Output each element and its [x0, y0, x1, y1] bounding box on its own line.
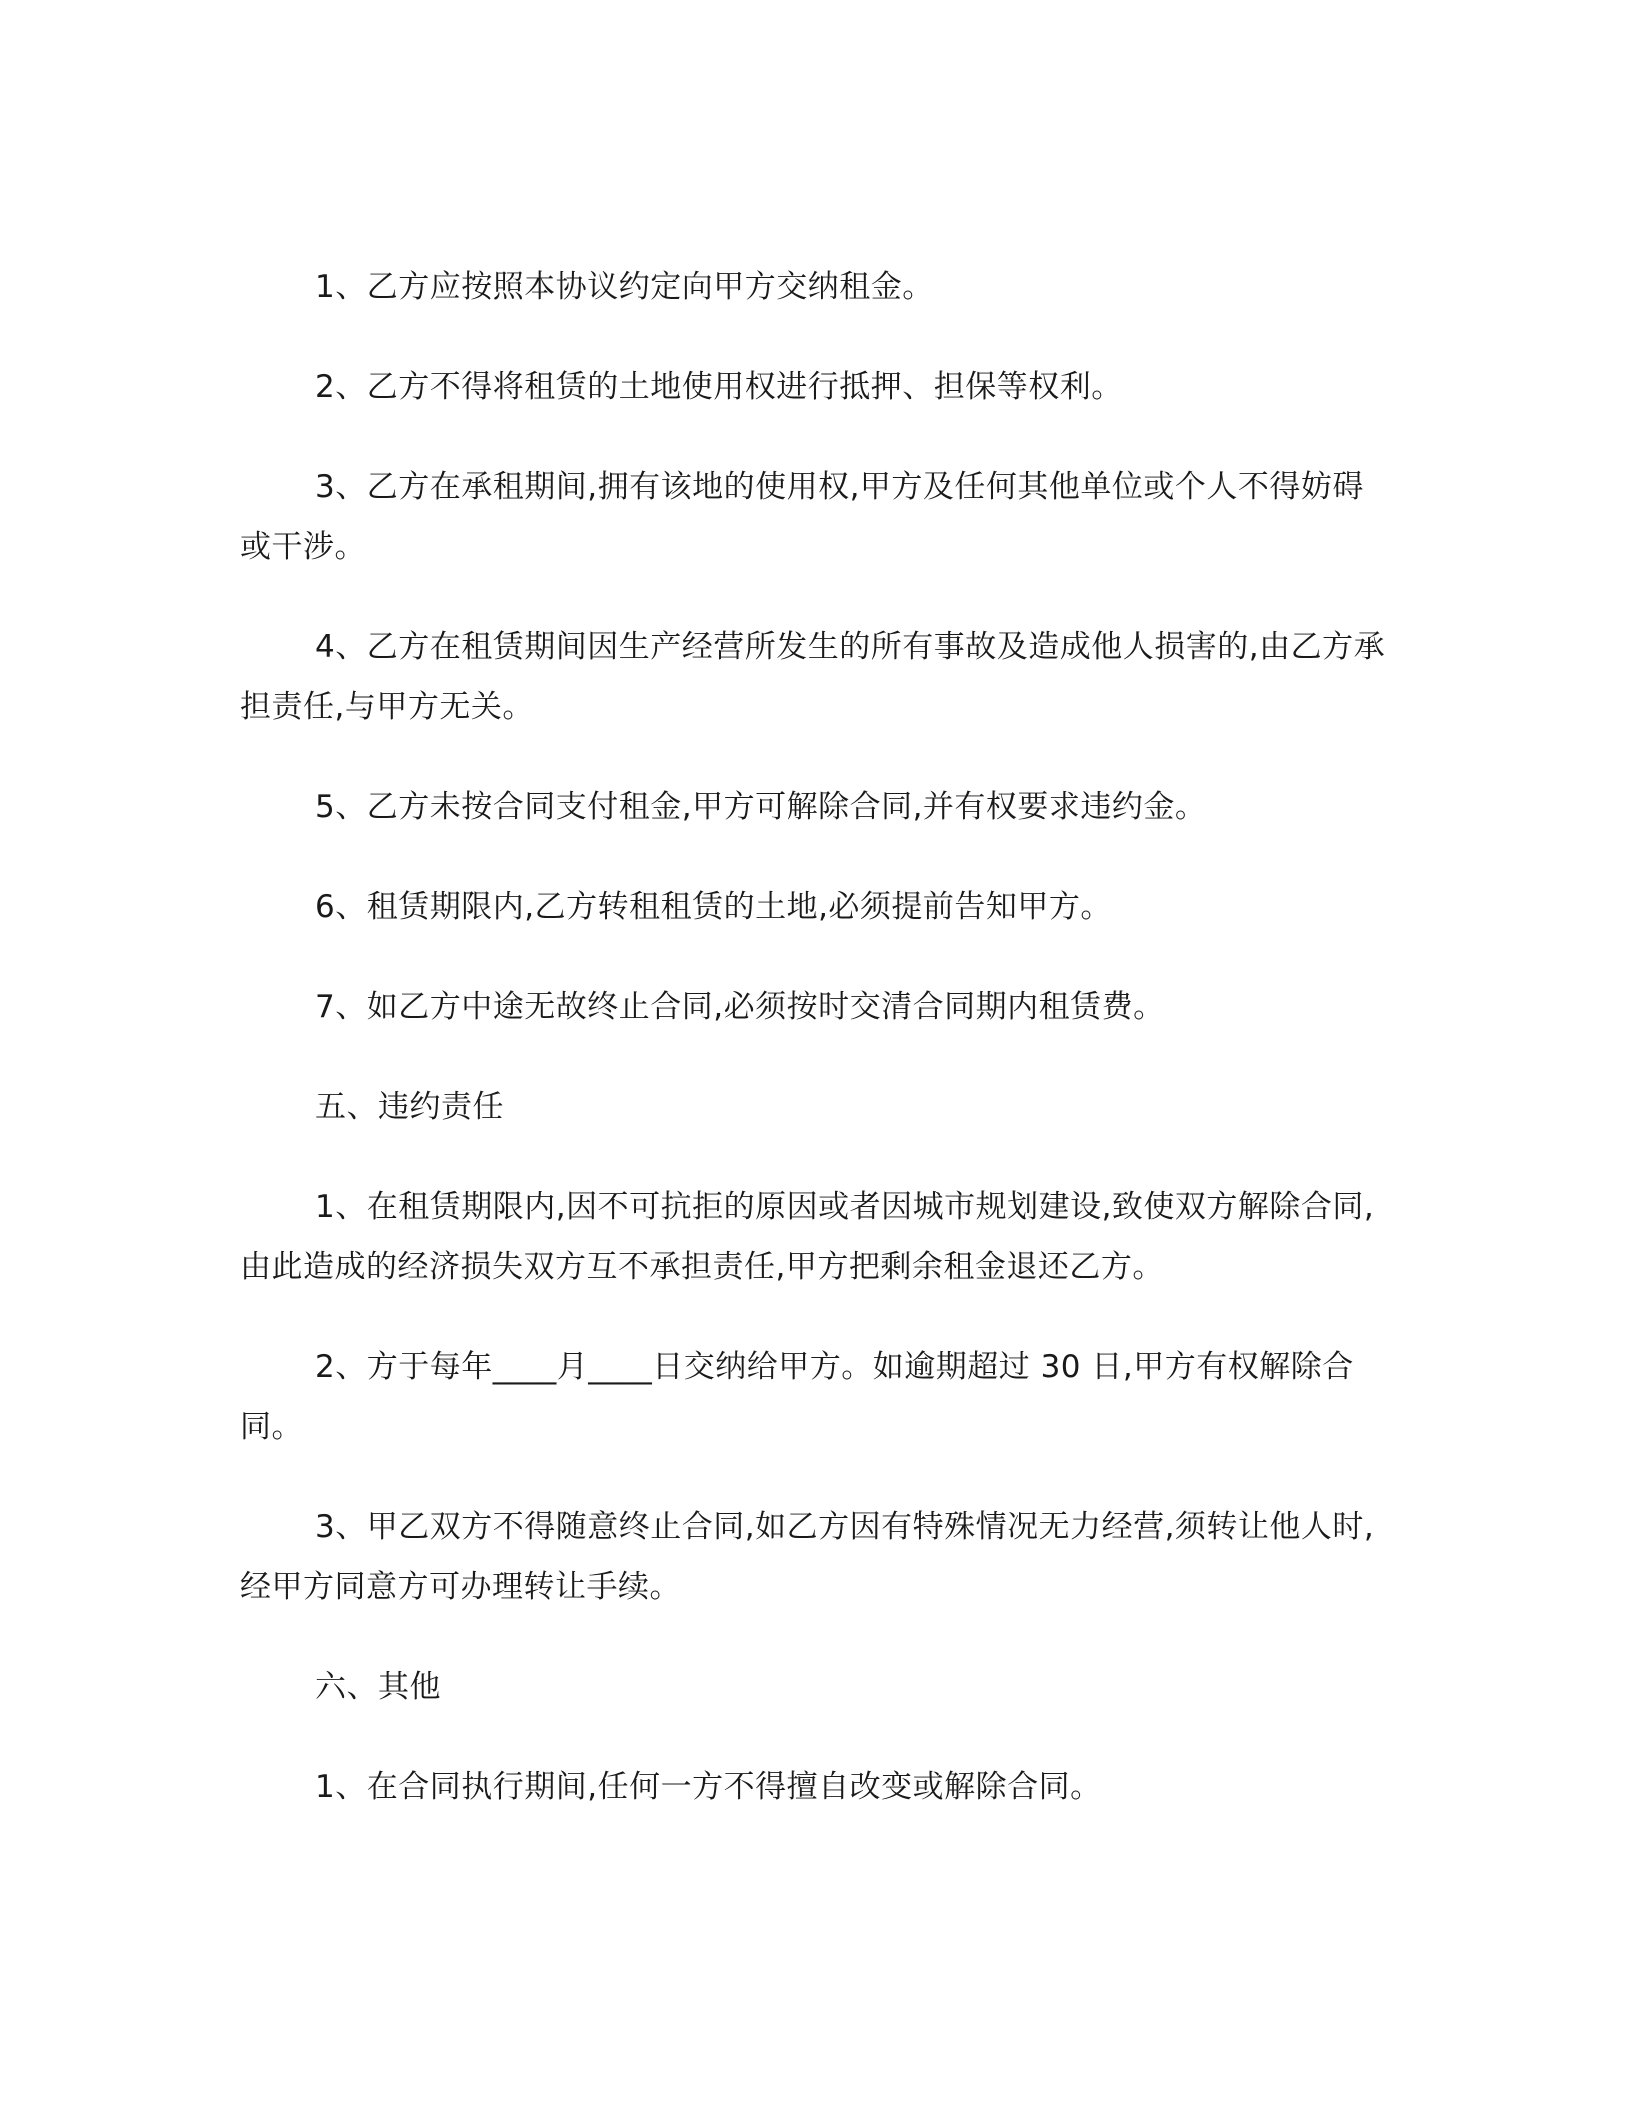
clause-4-5: 5、乙方未按合同支付租金,甲方可解除合同,并有权要求违约金。 — [315, 789, 1207, 825]
clause-4-2: 2、乙方不得将租赁的土地使用权进行抵押、担保等权利。 — [315, 369, 1123, 405]
clause-4-7: 7、如乙方中途无故终止合同,必须按时交清合同期内租赁费。 — [315, 989, 1165, 1025]
section-heading-other: 六、其他 — [315, 1669, 441, 1705]
clause-4-6: 6、租赁期限内,乙方转租租赁的土地,必须提前告知甲方。 — [315, 889, 1112, 925]
clause-5-2: 2、方于每年____月____日交纳给甲方。如逾期超过 30 日,甲方有权解除合同。 — [240, 1349, 1354, 1445]
clause-4-1: 1、乙方应按照本协议约定向甲方交纳租金。 — [315, 269, 934, 305]
clause-5-3: 3、甲乙双方不得随意终止合同,如乙方因有特殊情况无力经营,须转让他人时,经甲方同意方可办理转让手续。 — [240, 1509, 1375, 1605]
clause-4-3: 3、乙方在承租期间,拥有该地的使用权,甲方及任何其他单位或个人不得妨碍或干涉。 — [240, 469, 1364, 565]
clause-4-4: 4、乙方在租赁期间因生产经营所发生的所有事故及造成他人损害的,由乙方承担责任,与甲方无关。 — [240, 629, 1386, 725]
clause-6-1: 1、在合同执行期间,任何一方不得擅自改变或解除合同。 — [315, 1769, 1102, 1805]
clause-5-1: 1、在租赁期限内,因不可抗拒的原因或者因城市规划建设,致使双方解除合同,由此造成的经济损失双方互不承担责任,甲方把剩余租金退还乙方。 — [240, 1189, 1375, 1285]
section-heading-breach: 五、违约责任 — [315, 1089, 504, 1125]
